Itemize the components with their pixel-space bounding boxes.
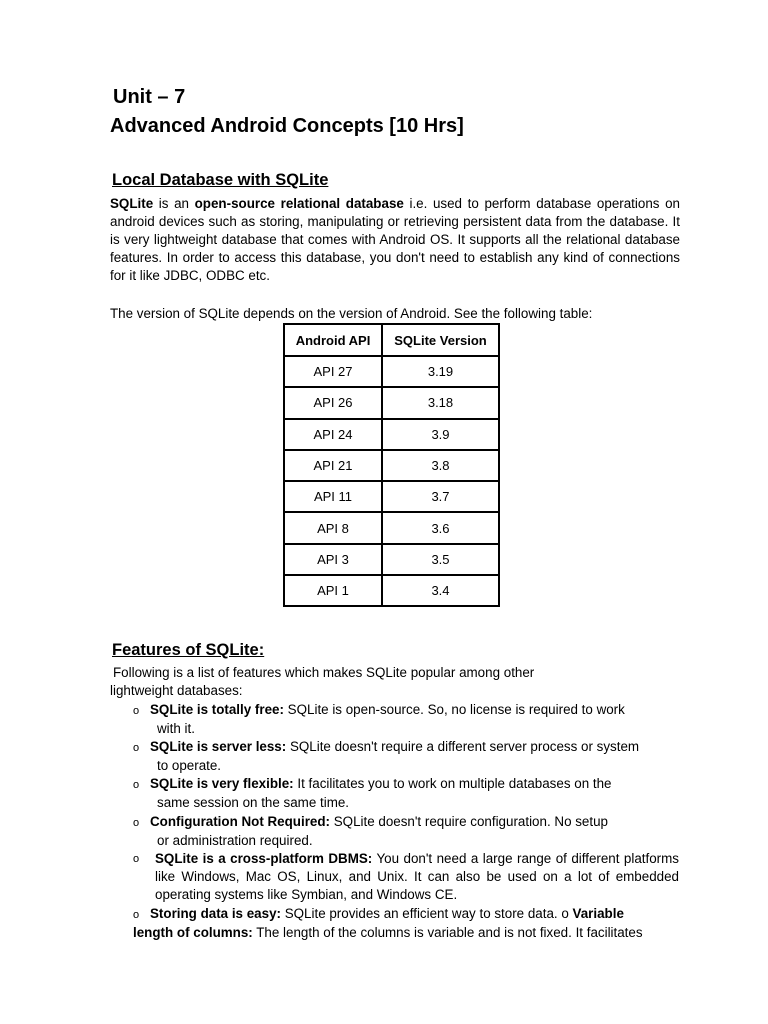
features-intro: Following is a list of features which makes SQLite popular among other lightweight databases: <box>110 665 535 698</box>
table-row: API 21 3.8 <box>284 450 499 481</box>
bullet-icon: o <box>133 742 140 754</box>
sqlite-version-table <box>283 323 500 607</box>
bullet-icon: o <box>133 705 140 717</box>
term-sqlite: SQLite <box>110 196 154 211</box>
table-row: API 8 3.6 <box>284 512 499 543</box>
table-lead-text: The version of SQLite depends on the version of Android. See the following table: <box>110 306 593 321</box>
table-header-version: SQLite Version <box>382 324 499 356</box>
table-header-api: Android API <box>284 324 382 356</box>
term-open-source-db: open-source relational database <box>194 196 404 211</box>
list-item: o Storing data is easy: SQLite provides an efficient way to store data. o Variable length of columns: The length of the columns is variable and is not fixed. It facilitates <box>133 906 643 940</box>
list-item: o SQLite is a cross-platform DBMS: You don't need a large range of different platforms like Windows, Mac OS, Linux, and Unix. It can also be used on a lot of embedded operating systems like Symbian, and Windows CE. <box>133 851 679 902</box>
section-heading-features: Features of SQLite: <box>112 641 265 659</box>
table-row: API 11 3.7 <box>284 481 499 512</box>
bullet-icon: o <box>133 853 140 865</box>
section-heading-sqlite: Local Database with SQLite <box>112 171 329 189</box>
bullet-icon: o <box>133 817 140 829</box>
list-item: o SQLite is server less: SQLite doesn't require a different server process or system to operate. <box>133 739 640 773</box>
list-item: o Configuration Not Required: SQLite doesn't require configuration. No setup or administration required. <box>133 814 608 848</box>
sqlite-intro-paragraph: SQLite is an open-source relational database i.e. used to perform database operations on android devices such as storing, manipulating or retrieving persistent data from the database. It is very lightweight database that comes with Android OS. It supports all the relational database features. In order to access this database, you don't need to establish any kind of connections for it like JDBC, ODBC etc. <box>110 196 680 283</box>
list-item: o SQLite is totally free: SQLite is open-source. So, no license is required to work with it. <box>133 702 625 736</box>
table-row: API 26 3.18 <box>284 387 499 418</box>
chapter-title: Advanced Android Concepts [10 Hrs] <box>110 115 464 137</box>
table-row: API 3 3.5 <box>284 544 499 575</box>
table-row: API 24 3.9 <box>284 419 499 450</box>
unit-label: Unit – 7 <box>113 86 186 108</box>
table-row: API 1 3.4 <box>284 575 499 606</box>
bullet-icon: o <box>133 909 140 921</box>
bullet-icon: o <box>133 779 140 791</box>
list-item: o SQLite is very flexible: It facilitates you to work on multiple databases on the same session on the same time. <box>133 776 612 810</box>
table-row: API 27 3.19 <box>284 356 499 387</box>
table-header-row <box>284 324 499 356</box>
